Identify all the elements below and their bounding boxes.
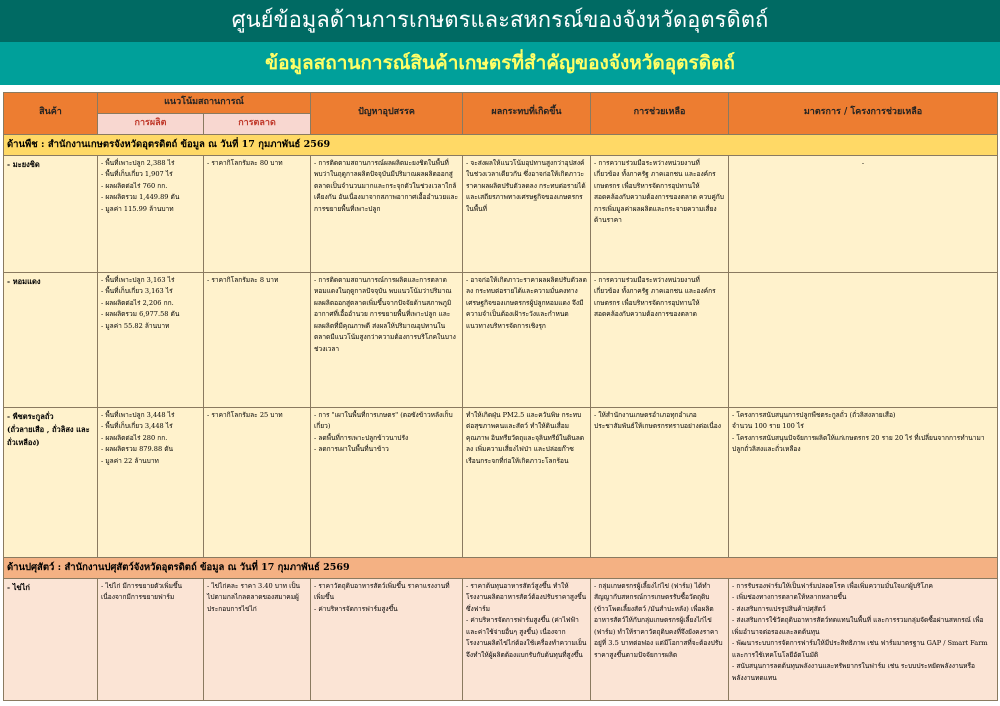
cell-line: - ผลผลิตรวม 1,449.89 ตัน [101,193,180,202]
col-measures: มาตรการ / โครงการช่วยเหลือ [729,93,998,135]
table-row [4,155,998,272]
cell-line: - การ "เผาในพื้นที่การเกษตร" (ตอซังข้าวหลังเก็บเกี่ยว) [314,410,453,431]
cell-line: - ราคาวัตถุดิบอาหารสัตว์เพิ่มขึ้น ราคาแรงงานที่เพิ่มขึ้น [314,581,450,602]
cell-product [4,155,98,272]
cell-problems [311,272,463,407]
cell-measures [729,407,998,557]
cell-line: - ราคากิโลกรัมละ 8 บาท [207,275,279,284]
cell-line: - พื้นที่เพาะปลูก 3,448 ไร่ [101,410,175,419]
page-title: ศูนย์ข้อมูลด้านการเกษตรและสหกรณ์ของจังหวัดอุตรดิตถ์ [0,0,1000,42]
page-subtitle: ข้อมูลสถานการณ์สินค้าเกษตรที่สำคัญของจังหวัดอุตรดิตถ์ [0,42,1000,85]
cell-product [4,407,98,557]
cell-line: - มูลค่า 55.82 ล้านบาท [101,321,170,330]
cell-assistance [591,272,729,407]
cell-line: - พื้นที่เก็บเกี่ยว 1,907 ไร่ [101,170,173,179]
cell-production [98,272,204,407]
cell-line: - ให้สำนักงานเกษตรอำเภอทุกอำเภอประชาสัมพันธ์ให้เกษตรกรทราบอย่างต่อเนื่อง [594,410,721,431]
cell-impact [463,407,591,557]
cell-line: - หอมแดง [7,276,41,286]
col-product: สินค้า [4,93,98,135]
table-row [4,272,998,407]
cell-line: - พื้นที่เก็บเกี่ยว 3,448 ไร่ [101,422,173,431]
cell-line: - พื้นที่เพาะปลูก 2,388 ไร่ [101,158,175,167]
cell-line: จำนวน 100 ราย 100 ไร่ [732,422,804,431]
cell-line: - กลุ่มเกษตรกรผู้เลี้ยงไก่ไข่ (ฟาร์ม) ได้ทำสัญญากับสหกรณ์การเกษตรรับซื้อวัตถุดิบ (ข้าวโพดเลี้ยงสัตว์ /มันสำปะหลัง) เพื่อผลิตอาหารสัตว์ให้กับกลุ่มเกษตรกรผู้เลี้ยงไก่ไข่ (ฟาร์ม) ทำให้ราคาวัตถุดิบคงที่จึงยังคงราคาอยู่ที่ 3.5 บาทต่อฟอง แต่มีโอกาสที่จะต้องปรับราคาสูงขึ้นตามปัจจัยการผลิต [594,581,723,659]
cell-line: - ไข่ไก่ [7,582,30,592]
cell-line: - ราคาต้นทุนอาหารสัตว์สูงขึ้น ทำให้โรงงานผลิตอาหารสัตว์ต้องปรับราคาสูงขึ้น ซึ่งฟาร์ม [466,581,587,613]
cell-measures [729,155,998,272]
cell-line: - ส่งเสริมการใช้วัตถุดิบอาหารสัตว์ทดแทนในพื้นที่ และการรวมกลุ่มจัดซื้อผ่านสหกรณ์ เพื่อเพิ่มอำนาจต่อรองและลดต้นทุน [732,616,984,636]
cell-line: - ราคากิโลกรัมละ 80 บาท [207,158,283,167]
situation-table [3,92,998,701]
cell-line: - การความร่วมมือระหว่างหน่วยงานที่เกี่ยวข้อง ทั้งภาครัฐ ภาคเอกชน และองค์กรเกษตรกร เพื่อบริหารจัดการอุปทานให้สอดคล้องกับความต้องการของตลาด ควบคู่กับการเพิ่มมูลค่าผลผลิตและกระจายความเสี่ยงด้านราคา [594,158,724,225]
col-trend: แนวโน้มสถานการณ์ [98,93,311,114]
cell-line: - ผลผลิตต่อไร่ 760 กก. [101,181,168,190]
cell-assistance [591,578,729,700]
cell-line: - [861,158,865,167]
cell-line: - การความร่วมมือระหว่างหน่วยงานที่เกี่ยวข้อง ทั้งภาครัฐ ภาคเอกชน และองค์กรเกษตรกร เพื่อบริหารจัดการอุปทานให้สอดคล้องกับความต้องการของตลาด [594,275,716,319]
cell-line: - การติดตามสถานการณ์การผลิตและการตลาดหอมแดงในฤดูกาลปัจจุบัน พบแนวโน้มว่าปริมาณผลผลิตออกสู่ตลาดเพิ่มขึ้นจากปัจจัยด้านสภาพภูมิอากาศที่เอื้ออำนวย การขยายพื้นที่เพาะปลูก และผลผลิตที่มีคุณภาพดี ส่งผลให้ปริมาณอุปทานในตลาดมีแนวโน้มสูงกว่าความต้องการบริโภคในบางช่วงเวลา [314,275,456,353]
cell-measures [729,272,998,407]
cell-line: ทำให้เกิดฝุ่น PM2.5 และควันพิษ กระทบต่อสุขภาพคนและสัตว์ ทำให้ดินเสื่อมคุณภาพ อินทรียวัตถุและจุลินทรีย์ในดินลดลง เพิ่มความเสี่ยงไฟป่า และปล่อยก๊าซเรือนกระจกที่ก่อให้เกิดภาวะโลกร้อน [466,410,585,465]
cell-line: - ผลผลิตต่อไร่ 280 กก. [101,433,168,442]
cell-line: - ไข่ไก่คละ ราคา 3.40 บาท เป็นไปตามกลไกลตลาดของสมาคมผู้ประกอบการไข่ไก่ [207,581,301,613]
table-row [4,578,998,700]
section-title: ด้านพืช : สำนักงานเกษตรจังหวัดอุตรดิตถ์ ข้อมูล ณ วันที่ 17 กุมภาพันธ์ 2569 [4,134,998,155]
cell-product [4,578,98,700]
cell-line: - ราคากิโลกรัมละ 25 บาท [207,410,283,419]
cell-line: - มะยงชิด [7,159,40,169]
cell-line: - อาจก่อให้เกิดภาวะราคาผลผลิตปรับตัวลดลง กระทบต่อรายได้และความมั่นคงทางเศรษฐกิจของเกษตรกรผู้ปลูกหอมแดง จึงมีความจำเป็นต้องเฝ้าระวังและกำหนดแนวทางบริหารจัดการเชิงรุก [466,275,587,330]
cell-line: - ค่าบริหารจัดการฟาร์มสูงขึ้น (ค่าไฟฟ้าและค่าใช้จ่ายอื่นๆ สูงขึ้น) เนื่องจากโรงงานผลิตไข่ไก่ต้องใช้เครื่องทำความเย็น จึงทำให้ผู้ผลิตต้องแบกรับกับต้นทุนที่สูงขึ้น [466,616,587,659]
cell-line: - พัฒนาระบบการจัดการฟาร์มให้มีประสิทธิภาพ เช่น ฟาร์มมาตรฐาน GAP / Smart Farm และการใช้เทคโนโลยีอัตโนมัติ [732,639,988,659]
cell-impact [463,578,591,700]
section-header [4,134,998,155]
cell-line: - เพิ่มช่องทางการตลาดให้หลากหลายขึ้น [732,593,847,602]
cell-line: - ผลผลิตรวม 879.88 ตัน [101,445,174,454]
cell-line: - ไข่ไก่ มีการขยายตัวเพิ่มขึ้น เนื่องจากมีการขยายฟาร์ม [101,581,183,602]
cell-line: - การรับรองฟาร์มให้เป็นฟาร์มปลอดโรค เพื่อเพิ่มความมั่นใจแก่ผู้บริโภค [732,581,933,590]
cell-line: - ลดพื้นที่การเพาะปลูกข้าวนาปรัง [314,433,409,442]
col-assistance: การช่วยเหลือ [591,93,729,135]
cell-line: - พืชตระกูลถั่ว [7,411,54,421]
cell-production [98,155,204,272]
cell-marketing [204,272,311,407]
cell-problems [311,155,463,272]
col-marketing: การตลาด [204,113,311,134]
cell-assistance [591,407,729,557]
cell-marketing [204,155,311,272]
cell-problems [311,578,463,700]
cell-problems [311,407,463,557]
cell-product [4,272,98,407]
cell-production [98,407,204,557]
cell-line: - มูลค่า 22 ล้านบาท [101,456,159,465]
table-row [4,407,998,557]
cell-line: (ถั่วลายเสือ , ถั่วลิสง และถั่วเหลือง) [7,424,90,447]
cell-line: - สนับสนุนการลดต้นทุนพลังงานและทรัพยากรในฟาร์ม เช่น ระบบประหยัดพลังงานหรือพลังงานทดแทน [732,662,976,682]
cell-line: - ลดการเผาในพื้นที่นาข้าว [314,445,389,454]
cell-line: - การติดตามสถานการณ์ผลผลิตมะยงชิดในพื้นที่ พบว่าในฤดูกาลผลิตปัจจุบันมีปริมาณผลผลิตออกสู่ตลาดเป็นจำนวนมากและกระจุกตัวในช่วงเวลาใกล้เคียงกัน อันเนื่องมาจากสภาพอากาศเอื้ออำนวยและการขยายพื้นที่เพาะปลูก [314,158,459,213]
cell-production [98,578,204,700]
section-title: ด้านปศุสัตว์ : สำนักงานปศุสัตว์จังหวัดอุตรดิตถ์ ข้อมูล ณ วันที่ 17 กุมภาพันธ์ 2569 [4,557,998,578]
cell-impact [463,272,591,407]
cell-line: - พื้นที่เก็บเกี่ยว 3,163 ไร่ [101,287,173,296]
cell-line: - โครงการสนับสนุนการปลูกพืชตระกูลถั่ว (ถั่วลิสงลายเสือ) [732,410,896,419]
cell-line: - มูลค่า 115.99 ล้านบาท [101,204,174,213]
cell-line: - ส่งเสริมการแปรรูปสินค้าปศุสัตว์ [732,604,826,613]
cell-assistance [591,155,729,272]
cell-line: - ผลผลิตต่อไร่ 2,206 กก. [101,298,174,307]
cell-line: - ผลผลิตรวม 6,977.58 ตัน [101,310,180,319]
col-impact: ผลกระทบที่เกิดขึ้น [463,93,591,135]
cell-line: - ค่าบริหารจัดการฟาร์มสูงขึ้น [314,604,398,613]
col-production: การผลิต [98,113,204,134]
cell-marketing [204,578,311,700]
cell-impact [463,155,591,272]
section-header [4,557,998,578]
cell-measures [729,578,998,700]
cell-line: - พื้นที่เพาะปลูก 3,163 ไร่ [101,275,175,284]
col-problems: ปัญหาอุปสรรค [311,93,463,135]
cell-line: - โครงการสนับสนุนปัจจัยการผลิตให้แก่เกษตรกร 20 ราย 20 ไร่ ที่เปลี่ยนจากการทำนามาปลูกถั่วลิสงและถั่วเหลือง [732,433,985,454]
cell-marketing [204,407,311,557]
cell-line: - จะส่งผลให้แนวโน้มอุปทานสูงกว่าอุปสงค์ในช่วงเวลาเดียวกัน ซึ่งอาจก่อให้เกิดภาวะราคาผลผลิตปรับตัวลดลง กระทบต่อรายได้และเสถียรภาพทางเศรษฐกิจของเกษตรกรในพื้นที่ [466,158,586,213]
